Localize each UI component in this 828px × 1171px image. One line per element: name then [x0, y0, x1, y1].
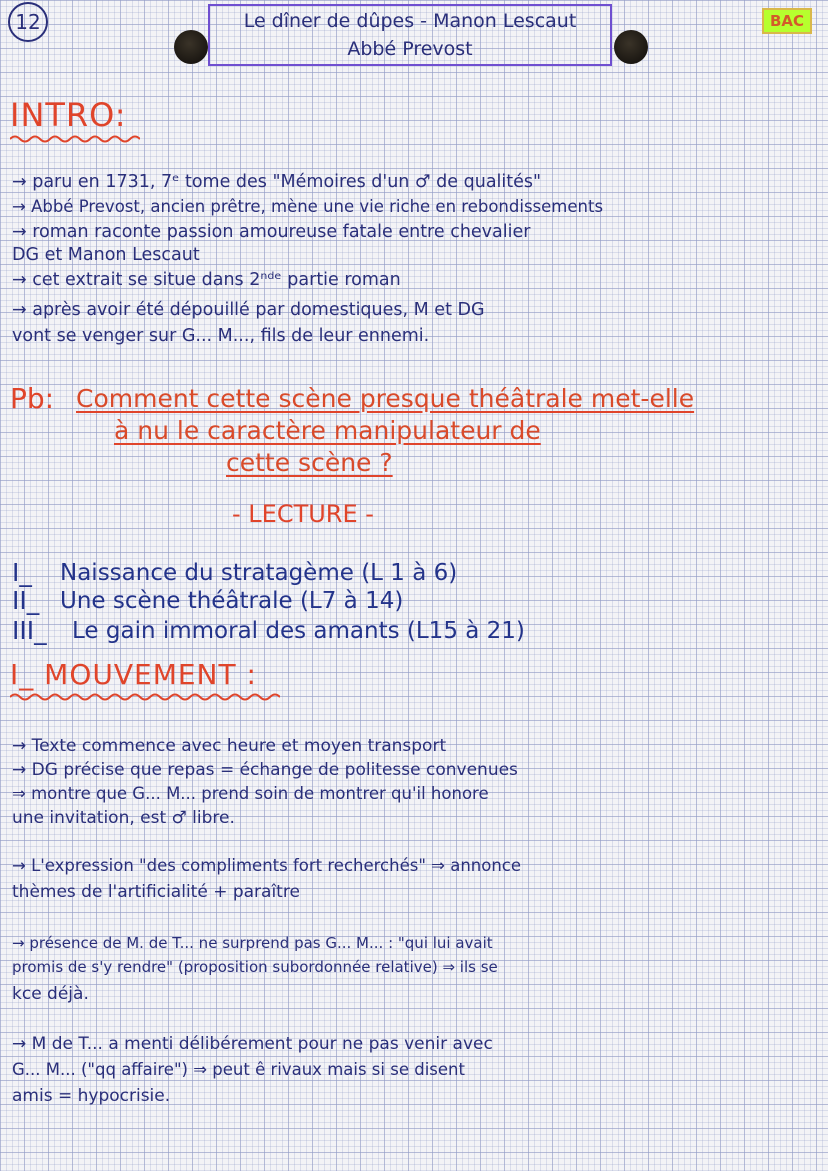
mouvement-line: amis = hypocrisie. — [12, 1086, 171, 1106]
plan-number: II_ — [12, 586, 40, 615]
intro-line: → Abbé Prevost, ancien prêtre, mène une vie riche en rebondissements — [12, 197, 604, 216]
mouvement-line: ⇒ montre que G... M... prend soin de montrer qu'il honore — [12, 784, 489, 803]
intro-line: → roman raconte passion amoureuse fatale entre chevalier — [12, 222, 531, 242]
mouvement-line: → Texte commence avec heure et moyen transport — [12, 736, 447, 756]
page-number: 12 — [8, 2, 48, 42]
intro-line: DG et Manon Lescaut — [12, 245, 200, 265]
binder-hole-right — [614, 30, 648, 64]
bac-tag: BAC — [762, 8, 812, 34]
plan-number: I_ — [12, 558, 32, 587]
plan-text: Naissance du stratagème (L 1 à 6) — [60, 560, 458, 586]
author-text: Abbé Prevost — [347, 38, 473, 60]
title-box — [208, 4, 612, 66]
mouvement-line: une invitation, est ♂ libre. — [12, 808, 235, 828]
mouvement-line: → DG précise que repas = échange de politesse convenues — [12, 760, 518, 780]
pb-line: Comment cette scène presque théâtrale met-elle — [76, 384, 695, 413]
title-text: Le dîner de dûpes - Manon Lescaut — [243, 10, 577, 32]
intro-line: → après avoir été dépouillé par domestiques, M et DG — [12, 300, 485, 320]
plan-text: Le gain immoral des amants (L15 à 21) — [72, 618, 525, 644]
mouvement-line: G... M... ("qq affaire") ⇒ peut ê rivaux mais si se disent — [12, 1060, 465, 1079]
mouvement-line: → M de T... a menti délibérement pour ne pas venir avec — [12, 1034, 493, 1054]
mouvement-underline — [10, 692, 280, 702]
mouvement-line: → présence de M. de T... ne surprend pas G... M... : "qui lui avait — [12, 934, 493, 952]
mouvement-line: thèmes de l'artificialité + paraître — [12, 882, 300, 902]
intro-line: → cet extrait se situe dans 2ⁿᵈᵉ partie roman — [12, 270, 401, 290]
plan-number: III_ — [12, 616, 47, 645]
intro-heading: INTRO: — [10, 96, 127, 134]
lecture-title: - LECTURE - — [232, 500, 374, 528]
intro-line: vont se venger sur G... M..., fils de leur ennemi. — [12, 326, 430, 346]
mouvement-heading: I_ MOUVEMENT : — [10, 658, 257, 691]
pb-line: cette scène ? — [226, 448, 393, 477]
pb-label: Pb: — [10, 382, 55, 415]
intro-underline — [10, 134, 140, 144]
intro-line: → paru en 1731, 7ᵉ tome des "Mémoires d'un ♂ de qualités" — [12, 172, 542, 192]
mouvement-line: kce déjà. — [12, 984, 89, 1004]
pb-line: à nu le caractère manipulateur de — [114, 416, 541, 445]
mouvement-line: promis de s'y rendre" (proposition subordonnée relative) ⇒ ils se — [12, 958, 498, 976]
plan-text: Une scène théâtrale (L7 à 14) — [60, 588, 404, 614]
binder-hole-left — [174, 30, 208, 64]
mouvement-line: → L'expression "des compliments fort recherchés" ⇒ annonce — [12, 856, 522, 875]
